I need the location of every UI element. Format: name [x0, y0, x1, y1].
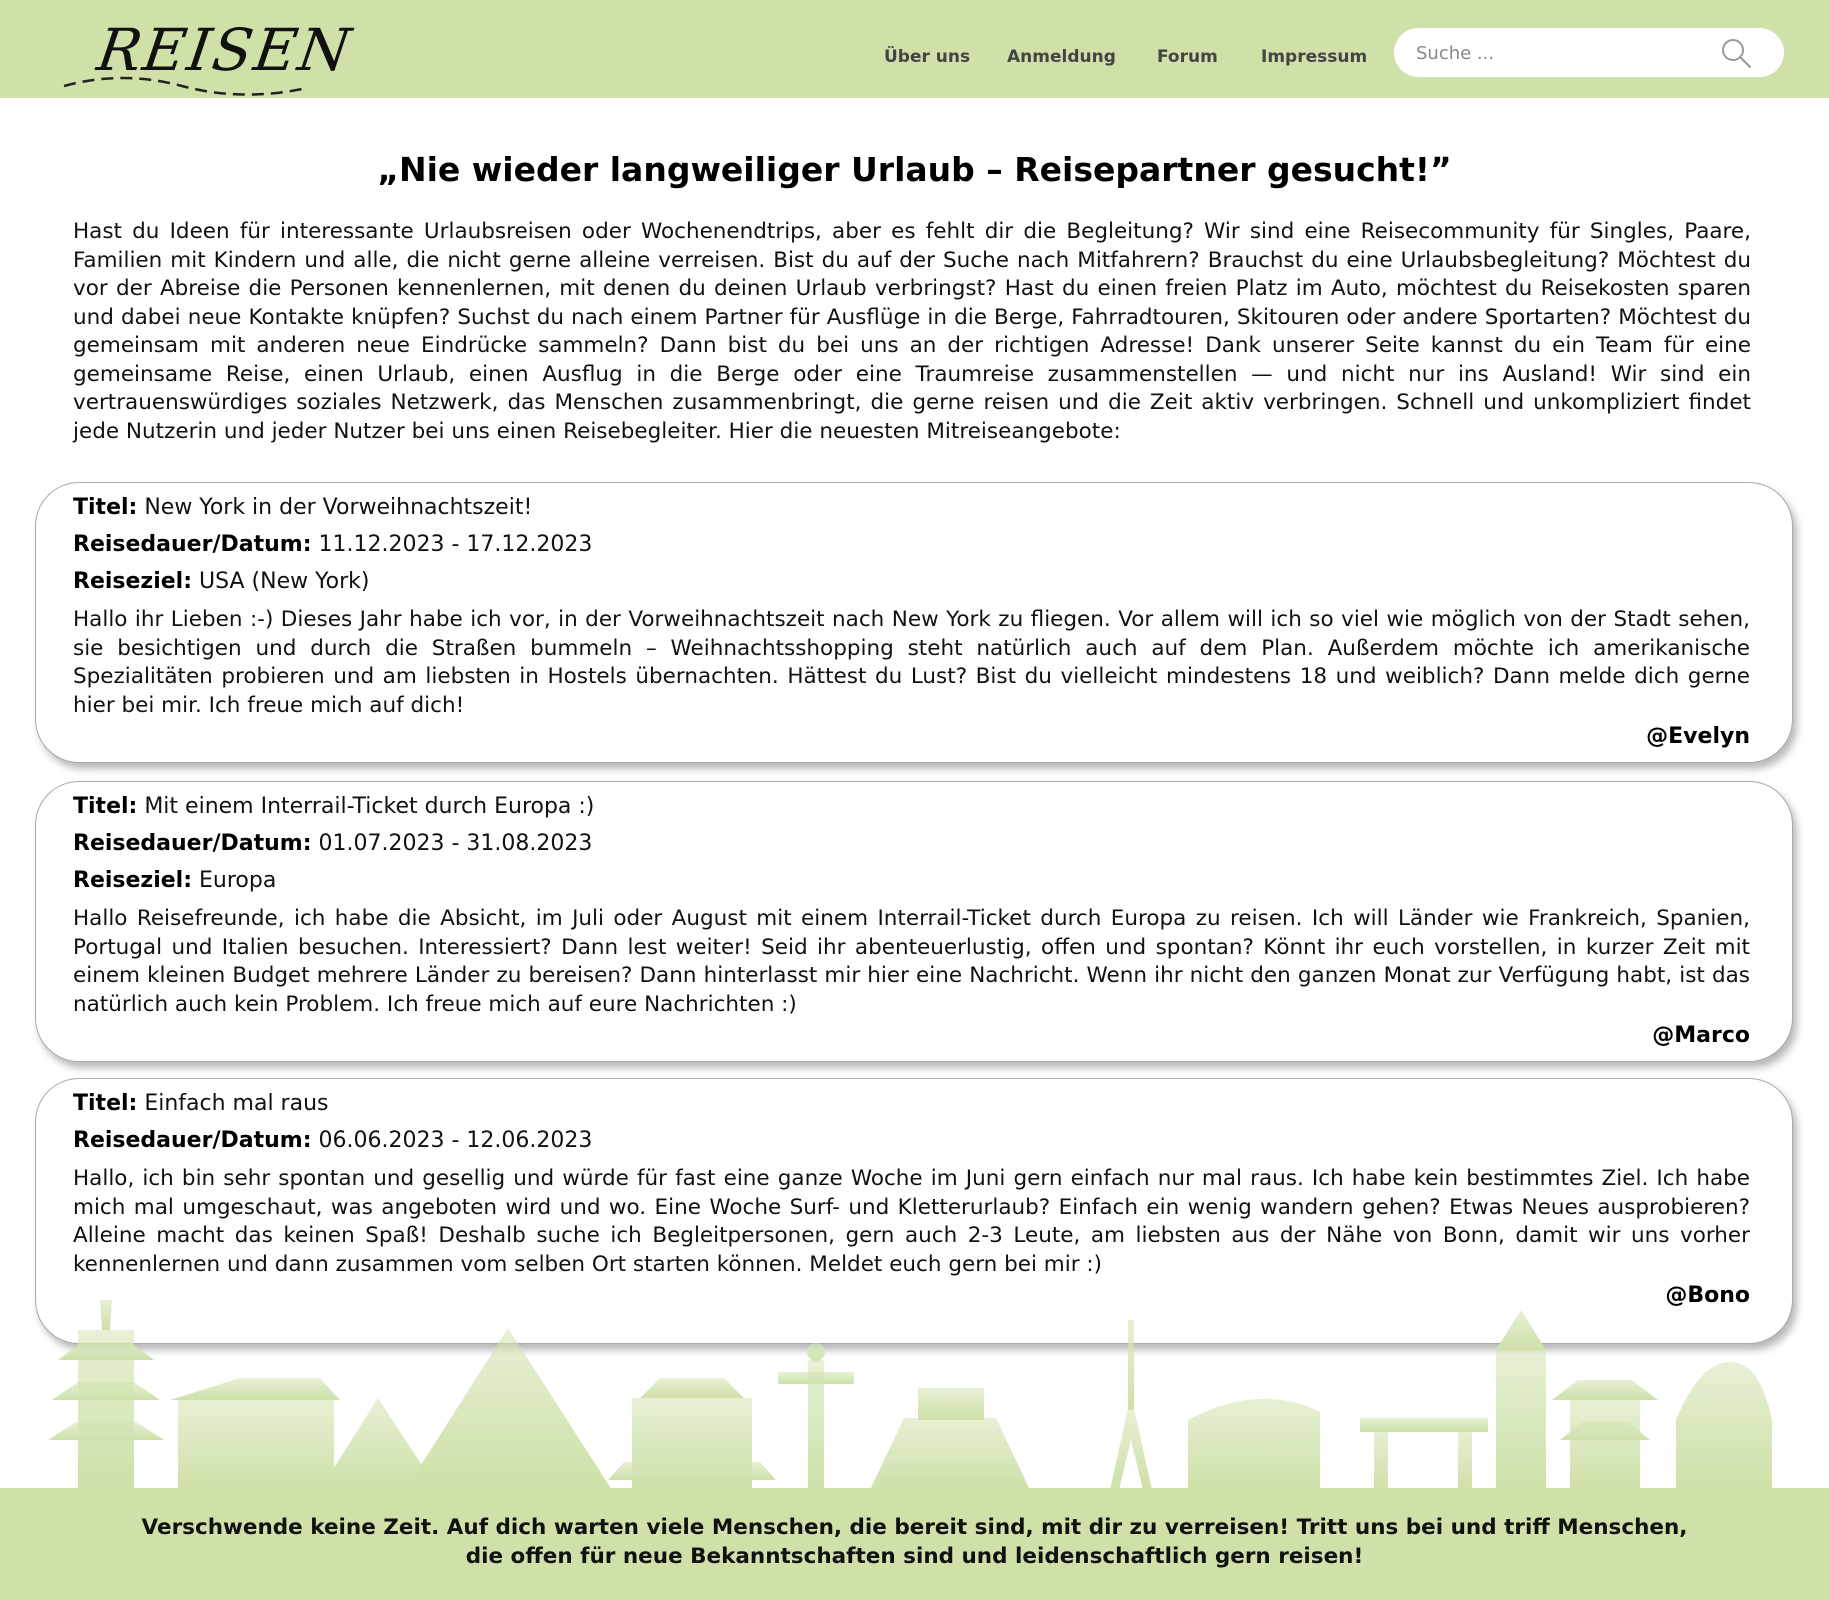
offer-card-evelyn[interactable] — [35, 482, 1793, 763]
offer-title: Mit einem Interrail-Ticket durch Europa :) — [144, 794, 595, 819]
offer-title-row — [73, 1091, 1750, 1117]
duration-label: Reisedauer/Datum: — [73, 1128, 312, 1153]
page-title: „Nie wieder langweiliger Urlaub – Reisepartner gesucht!” — [377, 150, 1452, 189]
offer-duration-row — [73, 1128, 1750, 1154]
destination-label: Reiseziel: — [73, 569, 193, 594]
search-box — [1394, 28, 1784, 77]
duration-label: Reisedauer/Datum: — [73, 532, 312, 557]
offer-destination-row — [73, 868, 1750, 894]
nav-forum[interactable]: Forum — [1157, 47, 1218, 67]
destination-label: Reiseziel: — [73, 868, 193, 893]
footer-line-2: die offen für neue Bekanntschaften sind und leidenschaftlich gern reisen! — [465, 1544, 1364, 1569]
title-label: Titel: — [73, 1091, 138, 1116]
offer-title-row — [73, 794, 1750, 820]
offer-duration: 06.06.2023 - 12.06.2023 — [318, 1128, 593, 1153]
nav-ueber-uns[interactable]: Über uns — [884, 47, 971, 67]
footer-line-1: Verschwende keine Zeit. Auf dich warten viele Menschen, die bereit sind, mit dir zu verreisen! Tritt uns bei und triff Menschen, — [141, 1515, 1688, 1540]
offer-title: New York in der Vorweihnachtszeit! — [144, 495, 533, 520]
offer-author[interactable]: @Evelyn — [1646, 724, 1750, 749]
offer-destination-row — [73, 569, 1750, 595]
offer-card-marco[interactable] — [35, 781, 1793, 1062]
search-input[interactable] — [1416, 39, 1716, 67]
offer-title-row — [73, 495, 1750, 521]
offer-destination: USA (New York) — [199, 569, 370, 594]
offer-text: Hallo ihr Lieben :-) Dieses Jahr habe ich vor, in der Vorweihnachtszeit nach New York zu fliegen. Vor allem will ich so viel wie möglich von der Stadt sehen, sie besichtigen und durch die Straßen bummeln – Weihnachtsshopping steht natürlich auch auf dem Plan. Außerdem möchte ich amerikanische Spezialitäten probieren und am liebsten in Hostels übernachten. Hättest du Lust? Bist du vielleicht mindestens 18 und weiblich? Dann melde dich gerne hier bei mir. Ich freue mich auf dich! — [73, 607, 1750, 718]
offer-author[interactable]: @Marco — [1652, 1023, 1750, 1048]
site-logo[interactable] — [62, 8, 357, 94]
offer-title: Einfach mal raus — [144, 1091, 329, 1116]
offer-duration-row — [73, 532, 1750, 558]
logo-dashed-path — [62, 68, 312, 98]
title-label: Titel: — [73, 495, 138, 520]
intro-text: Hast du Ideen für interessante Urlaubsreisen oder Wochenendtrips, aber es fehlt dir die Begleitung? Wir sind eine Reisecommunity für Singles, Paare, Familien mit Kindern und alle, die nicht gerne alleine verreisen. Bist du auf der Suche nach Mitfahrern? Brauchst du eine Urlaubsbegleitung? Möchtest du vor der Abreise die Personen kennenlernen, mit denen du deinen Urlaub verbringst? Hast du einen freien Platz im Auto, möchtest du Reisekosten sparen und dabei neue Kontakte knüpfen? Suchst du nach einem Partner für Ausflüge in die Berge, Fahrradtouren, Skitouren oder andere Sportarten? Möchtest du gemeinsam mit anderen neue Eindrücke sammeln? Dann bist du bei uns an der richtigen Adresse! Dank unserer Seite kannst du ein Team für eine gemeinsame Reise, einen Urlaub, einen Ausflug in die Berge oder eine Traumreise zusammenstellen — und nicht nur ins Ausland! Wir sind ein vertrauenswürdiges soziales Netzwerk, das Menschen zusammenbringt, die gerne reisen und die Zeit aktiv verbringen. Schnell und unkompliziert findet jede Nutzerin und jeder Nutzer bei uns einen Reisebegleiter. Hier die neuesten Mitreiseangebote: — [73, 219, 1751, 444]
offer-destination: Europa — [199, 868, 277, 893]
offer-text: Hallo Reisefreunde, ich habe die Absicht, im Juli oder August mit einem Interrail-Ticket durch Europa zu reisen. Ich will Länder wie Frankreich, Spanien, Portugal und Italien besuchen. Interessiert? Dann lest weiter! Seid ihr abenteuerlustig, offen und spontan? Könnt ihr euch vorstellen, in kurzer Zeit mit einem kleinen Budget mehrere Länder zu bereisen? Dann hinterlasst mir hier eine Nachricht. Wenn ihr nicht den ganzen Monat zur Verfügung habt, ist das natürlich auch kein Problem. Ich freue mich auf eure Nachrichten :) — [73, 906, 1750, 1017]
duration-label: Reisedauer/Datum: — [73, 831, 312, 856]
offer-duration-row — [73, 831, 1750, 857]
offer-duration: 01.07.2023 - 31.08.2023 — [318, 831, 593, 856]
logo-text: REISEN — [93, 16, 357, 84]
offer-duration: 11.12.2023 - 17.12.2023 — [318, 532, 593, 557]
skyline-illustration — [0, 1290, 1829, 1490]
offer-text: Hallo, ich bin sehr spontan und gesellig und würde für fast eine ganze Woche im Juni gern einfach nur mal raus. Ich habe kein bestimmtes Ziel. Ich habe mich mal umgeschaut, was angeboten wird und wo. Eine Woche Surf- und Kletterurlaub? Einfach ein wenig wandern gehen? Etwas Neues ausprobieren? Alleine macht das keinen Spaß! Deshalb suche ich Begleitpersonen, gern auch 2-3 Leute, am liebsten aus der Nähe von Bonn, damit wir uns vorher kennenlernen und dann zusammen vom selben Ort starten können. Meldet euch gern bei mir :) — [73, 1166, 1750, 1277]
site-footer — [0, 1488, 1829, 1600]
site-header — [0, 0, 1829, 98]
offer-author[interactable]: @Bono — [1665, 1283, 1750, 1308]
title-label: Titel: — [73, 794, 138, 819]
search-icon[interactable] — [1719, 36, 1753, 70]
nav-impressum[interactable]: Impressum — [1261, 47, 1368, 67]
nav-anmeldung[interactable]: Anmeldung — [1007, 47, 1116, 67]
